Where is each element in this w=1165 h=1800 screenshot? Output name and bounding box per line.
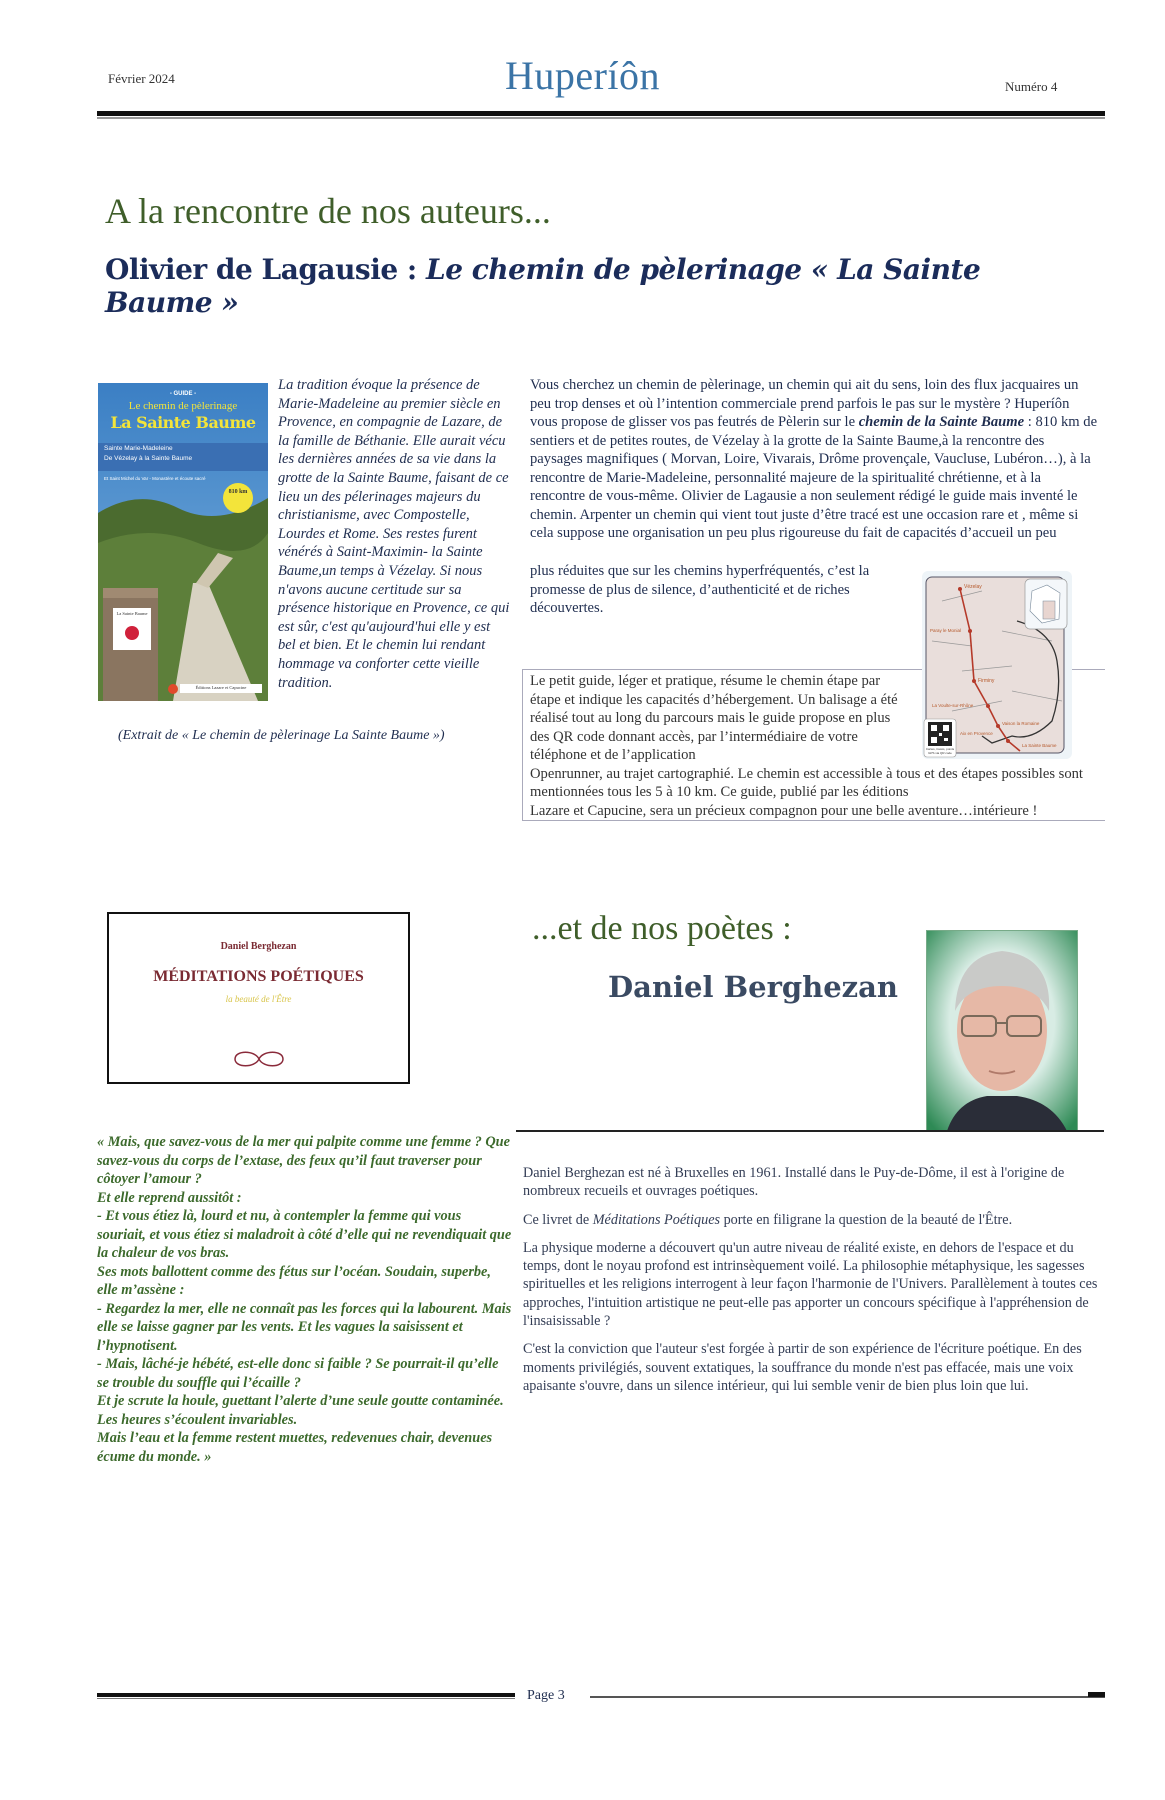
article-body-part1: Vous cherchez un chemin de pèlerinage, un chemin qui ait du sens, loin des flux jacquaires un peu trop denses et où l’intention commerciale prend parfois le pas sur le mystère ? Huperíôn vous propose de glisser vos pas feutrés de Pèlerin sur le	[530, 377, 1079, 430]
page-number: Page 3	[527, 1688, 565, 1703]
poet-biography	[523, 1164, 1103, 1405]
bio-paragraph-3: La physique moderne a découvert qu'un autre niveau de réalité existe, en dehors de l'espace et du temps, dont le noyau profond est intrinsèquement voilé. La philosophie métaphysique, les sagesses spirituelles et les religions interrogent à leur façon l'harmonie de l'Univers. Parallèlement à toutes ces approches, l'intuition artistique ne peut-elle pas apporter un concours spécifique à l'appréhension de l'insaisissable ?	[523, 1239, 1098, 1330]
book-excerpt: La tradition évoque la présence de Marie-Madeleine au premier siècle en Provence, en compagnie de Lazare, de la famille de Béthanie. Elle aurait vécu les dernières années de sa vie dans la grotte de la Sainte Baume, faisant de ce lieu un des pélerinages majeurs du christianisme, avec Compostelle, Lourdes et Rome. Ses restes furent vénérés à Saint-Maximin- la Sainte Baume,un temps à Vézelay. Si nous n'avons aucune certitude sur sa présence historique en Provence, ce qui est sûr, c'est qu'aujourd'hui elle y est bel et bien. Et le chemin lui rendant hommage va conforter cette vieille tradition.	[278, 377, 510, 691]
map-city-firminy: Firminy	[978, 678, 995, 684]
poem-stanza: Mais l’eau et la femme restent muettes, redevenues chair, devenues écume du monde. »	[97, 1430, 493, 1465]
cover-line1: Le chemin de pèlerinage	[128, 400, 238, 412]
masthead-title: Huperíôn	[504, 53, 661, 98]
cover-subtitle: la beauté de l'Être	[225, 994, 292, 1004]
footer-rule-end	[1088, 1692, 1105, 1697]
map-city-voulte: La Voulte-sur-Rhône	[932, 703, 974, 708]
footer-rule-left	[97, 1693, 515, 1697]
guide-info-part1: Le petit guide, léger et pratique, résume le chemin étape par étape et indique les capacités d’hébergement. Un balisage a été réalisé tout au long du parcours mais le guide propose en plus des QR code donnant accès, par l’intermédiaire de votre téléphone et de l’application	[530, 673, 898, 763]
map-city-vezelay: Vézelay	[964, 584, 982, 590]
map-city-aix: Aix en Provence	[960, 731, 993, 736]
footer-rule-right	[590, 1696, 1105, 1698]
poem-excerpt	[97, 1133, 512, 1466]
article-body-emphasis: chemin de la Sainte Baume	[858, 414, 1025, 430]
book-title: Le chemin de pèlerinage « La Sainte Baume »	[105, 253, 981, 319]
cover-badge-810km: 810 km	[228, 489, 248, 495]
article-body-part2: : 810 km de sentiers et de petites routes, de Vézelay à la grotte de la Sainte Baume,à la rencontre des paysages magnifiques ( Morvan, Loire, Vivarais, Drôme provençale, Vaucluse, Lubéron…), à la rencontre de Marie-Madeleine, personnalité majeure de la spiritualité chrétienne, et à la rencontre de vous-même. Olivier de Lagausie a non seulement rédigé le guide mais inventé le chemin. Arpenter un chemin qui vient tout juste d’être tracé est une occasion rare et , même si cela suppose une organisation un peu plus rigoureuse du fait de capacités d’accueil un peu	[530, 414, 1098, 541]
header-rule	[97, 111, 1105, 116]
footer-rule-left-thin	[97, 1698, 515, 1699]
cover-title: MÉDITATIONS POÉTIQUES	[153, 968, 364, 985]
section-heading-poets: ...et de nos poètes :	[532, 910, 792, 947]
cover-author: Daniel Berghezan	[220, 941, 297, 952]
bio-paragraph-2	[523, 1211, 1103, 1229]
book-cover-meditations	[107, 912, 410, 1084]
cover-line3: Sainte Marie-Madeleine	[104, 445, 173, 452]
issue-date: Février 2024	[108, 71, 175, 86]
cover-sign: La Sainte Baume	[116, 611, 148, 616]
poem-stanza: - Mais, lâché-je hébété, est-elle donc si faible ? Se pourrait-il qu’elle se trouble du souffle qui l’écaille ?	[97, 1356, 499, 1391]
section-heading-authors: A la rencontre de nos auteurs...	[105, 191, 551, 231]
map-city-sainte-baume: La Sainte Baume	[1022, 743, 1057, 748]
author-name: Olivier de Lagausie	[105, 253, 398, 286]
cover-line2: La Sainte Baume	[110, 413, 256, 432]
article-title	[105, 253, 1005, 319]
article-body	[530, 376, 1098, 543]
header-rule-thin	[97, 117, 1105, 119]
book-cover-sainte-baume	[98, 383, 268, 701]
route-map	[922, 571, 1072, 759]
cover-line4: De Vézelay à la Sainte Baume	[104, 455, 193, 462]
cover-publisher: Éditions Lazare et Capucine	[195, 685, 247, 690]
section-rule	[516, 1130, 1104, 1132]
cover-guide-label: - GUIDE -	[169, 391, 197, 397]
bio-p2-after: porte en filigrane la question de la beauté de l'Être.	[720, 1211, 1013, 1228]
map-city-vaison: Vaison la Romaine	[1002, 721, 1040, 726]
poem-stanza: Et elle reprend aussitôt :	[97, 1189, 242, 1206]
poet-name: Daniel Berghezan	[608, 970, 898, 1004]
poem-stanza: Et je scrute la houle, guettant l’alerte d’une seule goutte contaminée. Les heures s’écoulent invariables.	[97, 1393, 504, 1428]
poem-stanza: Ses mots ballottent comme des fétus sur l’océan. Soudain, superbe, elle m’assène :	[97, 1263, 491, 1298]
bio-p2-emphasis: Méditations Poétiques	[592, 1211, 721, 1228]
issue-number: Numéro 4	[1005, 79, 1058, 94]
guide-info-part2: Openrunner, au trajet cartographié. Le chemin est accessible à tous et des étapes possibles sont mentionnées tous les 5 à 10 km. Ce guide, publié par les éditions	[530, 765, 1083, 800]
poem-stanza: - Regardez la mer, elle ne connaît pas les forces qui la labourent. Mais elle se laisse gagner par les vents. Et les vagues la saisissent et l’hypnotisent.	[97, 1300, 512, 1354]
poem-stanza: - Et vous étiez là, lourd et nu, à contempler la femme qui vous souriait, et vous étiez si maladroit à côté d’elle qui ne revendiquait que la chaleur de vos bras.	[97, 1208, 512, 1261]
bio-paragraph-4: C'est la conviction que l'auteur s'est forgée à partir de son expérience de l'écriture poétique. En des moments privilégiés, souvent extatiques, la souffrance du monde n'est pas effacée, mais une voix apaisante s'ouvre, dans un silence intérieur, qui lui semble venir de bien plus loin que lui.	[523, 1341, 1082, 1394]
guide-info-part3: Lazare et Capucine, sera un précieux compagnon pour une belle aventure…intérieure !	[530, 802, 1038, 819]
article-body-continued: plus réduites que sur les chemins hyperfréquentés, c’est la promesse de plus de silence, d’authenticité et de riches découvertes.	[530, 563, 870, 616]
title-separator: :	[397, 253, 426, 286]
poet-portrait	[926, 930, 1078, 1132]
excerpt-caption: (Extrait de « Le chemin de pèlerinage La Sainte Baume »)	[118, 728, 445, 743]
map-city-paray: Paray le Monial	[930, 628, 962, 633]
cover-line5: Et Saint Michel du Var - Monastère et écoute sacré	[104, 476, 206, 481]
infinity-logo-icon	[227, 1046, 291, 1072]
map-qr-caption: Cartes, tracés, points GPS via QR code	[925, 747, 955, 755]
bio-p2-before: Ce livret de	[523, 1211, 593, 1228]
bio-paragraph-1: Daniel Berghezan est né à Bruxelles en 1961. Installé dans le Puy-de-Dôme, il est à l'origine de nombreux recueils et ouvrages poétiques.	[523, 1165, 1065, 1200]
poem-stanza: « Mais, que savez-vous de la mer qui palpite comme une femme ? Que savez-vous du corps de l’extase, des feux qu’il faut traverser pour côtoyer l’amour ?	[97, 1134, 510, 1187]
